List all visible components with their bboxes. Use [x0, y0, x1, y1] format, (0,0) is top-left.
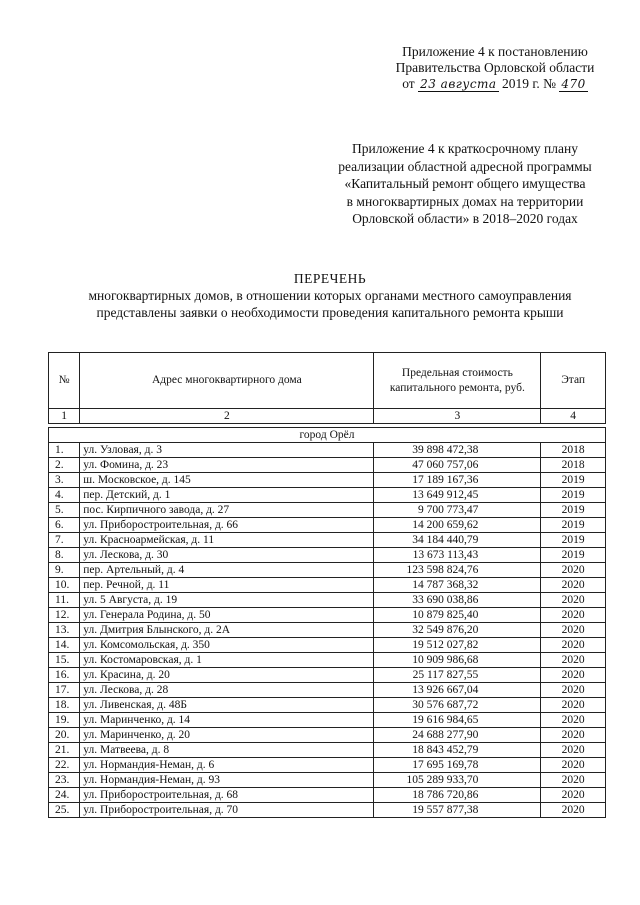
row-stage: 2019 [541, 548, 606, 563]
row-stage: 2020 [541, 803, 606, 818]
column-number: 1 [49, 409, 80, 424]
table-header-row [49, 353, 606, 409]
row-number: 3. [49, 473, 80, 488]
column-number: 2 [80, 409, 374, 424]
row-number: 13. [49, 623, 80, 638]
row-number: 25. [49, 803, 80, 818]
row-address: ул. Матвеева, д. 8 [80, 743, 374, 758]
table-body [49, 409, 606, 818]
row-number: 22. [49, 758, 80, 773]
row-cost: 18 843 452,79 [374, 743, 541, 758]
table-row [49, 803, 606, 818]
row-cost: 14 787 368,32 [374, 578, 541, 593]
row-cost: 10 879 825,40 [374, 608, 541, 623]
row-number: 20. [49, 728, 80, 743]
row-address: ул. Ливенская, д. 48Б [80, 698, 374, 713]
row-stage: 2020 [541, 608, 606, 623]
row-cost: 18 786 720,86 [374, 788, 541, 803]
row-address: ул. Приборостроительная, д. 68 [80, 788, 374, 803]
row-address: ул. Маринченко, д. 14 [80, 713, 374, 728]
row-stage: 2020 [541, 743, 606, 758]
row-cost: 19 512 027,82 [374, 638, 541, 653]
table-row [49, 668, 606, 683]
houses-table-container [48, 352, 606, 818]
row-address: ш. Московское, д. 145 [80, 473, 374, 488]
appendix-plan-line3: «Капитальный ремонт общего имущества [344, 176, 586, 191]
table-row [49, 473, 606, 488]
row-cost: 105 289 933,70 [374, 773, 541, 788]
table-row [49, 503, 606, 518]
row-number: 21. [49, 743, 80, 758]
date-prefix: от [402, 76, 415, 91]
title-line1: многоквартирных домов, в отношении которых органами местного самоуправления [88, 288, 572, 303]
row-stage: 2019 [541, 473, 606, 488]
column-number: 3 [374, 409, 541, 424]
header-num: № [49, 353, 80, 409]
row-number: 7. [49, 533, 80, 548]
table-row [49, 638, 606, 653]
appendix-resolution-date-line [370, 76, 620, 92]
row-cost: 30 576 687,72 [374, 698, 541, 713]
row-stage: 2018 [541, 443, 606, 458]
row-number: 2. [49, 458, 80, 473]
row-address: пер. Артельный, д. 4 [80, 563, 374, 578]
row-stage: 2020 [541, 713, 606, 728]
row-stage: 2019 [541, 533, 606, 548]
row-address: ул. Лескова, д. 28 [80, 683, 374, 698]
row-number: 9. [49, 563, 80, 578]
table-row [49, 653, 606, 668]
row-stage: 2020 [541, 728, 606, 743]
row-cost: 19 557 877,38 [374, 803, 541, 818]
handwritten-date: 23 августа [420, 77, 497, 91]
houses-table [48, 352, 606, 818]
row-address: ул. Фомина, д. 23 [80, 458, 374, 473]
row-address: ул. Дмитрия Блынского, д. 2А [80, 623, 374, 638]
row-number: 15. [49, 653, 80, 668]
row-cost: 17 695 169,78 [374, 758, 541, 773]
table-row [49, 743, 606, 758]
row-cost: 14 200 659,62 [374, 518, 541, 533]
appendix-resolution-line1: Приложение 4 к постановлению [402, 44, 588, 59]
appendix-plan-line1: Приложение 4 к краткосрочному плану [352, 141, 578, 156]
row-stage: 2020 [541, 623, 606, 638]
row-address: пер. Речной, д. 11 [80, 578, 374, 593]
row-number: 23. [49, 773, 80, 788]
table-row [49, 683, 606, 698]
row-cost: 25 117 827,55 [374, 668, 541, 683]
row-cost: 13 673 113,43 [374, 548, 541, 563]
header-stage: Этап [541, 353, 606, 409]
table-row [49, 773, 606, 788]
row-stage: 2019 [541, 503, 606, 518]
row-stage: 2020 [541, 683, 606, 698]
row-number: 19. [49, 713, 80, 728]
table-row [49, 623, 606, 638]
row-number: 24. [49, 788, 80, 803]
table-row [49, 608, 606, 623]
column-number-row [49, 409, 606, 424]
appendix-plan-line4: в многоквартирных домах на территории [346, 193, 584, 209]
column-number: 4 [541, 409, 606, 424]
row-number: 17. [49, 683, 80, 698]
table-row [49, 728, 606, 743]
row-number: 10. [49, 578, 80, 593]
row-stage: 2019 [541, 488, 606, 503]
row-address: ул. Красина, д. 20 [80, 668, 374, 683]
table-row [49, 713, 606, 728]
row-address: ул. Нормандия-Неман, д. 6 [80, 758, 374, 773]
row-number: 8. [49, 548, 80, 563]
row-cost: 13 649 912,45 [374, 488, 541, 503]
header-cost: Предельная стоимость капитального ремонта, руб. [374, 353, 541, 409]
row-stage: 2020 [541, 593, 606, 608]
appendix-header-plan [300, 140, 630, 228]
table-row [49, 548, 606, 563]
row-cost: 17 189 167,36 [374, 473, 541, 488]
row-address: ул. Узловая, д. 3 [80, 443, 374, 458]
row-cost: 123 598 824,76 [374, 563, 541, 578]
table-row [49, 563, 606, 578]
table-row [49, 488, 606, 503]
row-number: 5. [49, 503, 80, 518]
appendix-header-resolution [370, 44, 620, 92]
table-row [49, 698, 606, 713]
row-number: 4. [49, 488, 80, 503]
table-row [49, 518, 606, 533]
row-cost: 10 909 986,68 [374, 653, 541, 668]
table-row [49, 758, 606, 773]
header-address: Адрес многоквартирного дома [80, 353, 374, 409]
row-cost: 32 549 876,20 [374, 623, 541, 638]
row-address: ул. Маринченко, д. 20 [80, 728, 374, 743]
row-stage: 2020 [541, 578, 606, 593]
row-number: 18. [49, 698, 80, 713]
row-cost: 13 926 667,04 [374, 683, 541, 698]
row-cost: 19 616 984,65 [374, 713, 541, 728]
row-address: ул. Красноармейская, д. 11 [80, 533, 374, 548]
row-stage: 2020 [541, 668, 606, 683]
row-address: пер. Детский, д. 1 [80, 488, 374, 503]
row-stage: 2020 [541, 773, 606, 788]
document-title [40, 270, 620, 321]
row-cost: 47 060 757,06 [374, 458, 541, 473]
row-number: 1. [49, 443, 80, 458]
row-stage: 2020 [541, 653, 606, 668]
appendix-resolution-line2: Правительства Орловской области [395, 60, 595, 75]
row-cost: 39 898 472,38 [374, 443, 541, 458]
row-address: ул. Нормандия-Неман, д. 93 [80, 773, 374, 788]
table-row [49, 458, 606, 473]
row-stage: 2019 [541, 518, 606, 533]
row-address: пос. Кирпичного завода, д. 27 [80, 503, 374, 518]
row-address: ул. Приборостроительная, д. 66 [80, 518, 374, 533]
row-number: 11. [49, 593, 80, 608]
appendix-plan-line2: реализации областной адресной программы [338, 158, 592, 174]
table-row [49, 593, 606, 608]
row-cost: 24 688 277,90 [374, 728, 541, 743]
row-cost: 33 690 038,86 [374, 593, 541, 608]
year-number-label: 2019 г. № [501, 76, 556, 91]
row-stage: 2020 [541, 788, 606, 803]
city-row [49, 428, 606, 443]
row-address: ул. Костомаровская, д. 1 [80, 653, 374, 668]
row-address: ул. Генерала Родина, д. 50 [80, 608, 374, 623]
table-row [49, 578, 606, 593]
appendix-plan-line5: Орловской области» в 2018–2020 годах [352, 211, 578, 226]
row-address: ул. Комсомольская, д. 350 [80, 638, 374, 653]
table-row [49, 443, 606, 458]
row-stage: 2020 [541, 563, 606, 578]
row-stage: 2018 [541, 458, 606, 473]
row-cost: 34 184 440,79 [374, 533, 541, 548]
row-stage: 2020 [541, 758, 606, 773]
title-line2: представлены заявки о необходимости проведения капитального ремонта крыши [96, 305, 564, 320]
city-name: город Орёл [49, 428, 606, 443]
row-address: ул. 5 Августа, д. 19 [80, 593, 374, 608]
row-address: ул. Лескова, д. 30 [80, 548, 374, 563]
row-address: ул. Приборостроительная, д. 70 [80, 803, 374, 818]
table-row [49, 788, 606, 803]
row-number: 6. [49, 518, 80, 533]
row-number: 12. [49, 608, 80, 623]
row-stage: 2020 [541, 698, 606, 713]
row-stage: 2020 [541, 638, 606, 653]
row-number: 16. [49, 668, 80, 683]
title-heading: ПЕРЕЧЕНЬ [293, 271, 367, 286]
row-number: 14. [49, 638, 80, 653]
table-row [49, 533, 606, 548]
handwritten-number: 470 [561, 77, 586, 91]
row-cost: 9 700 773,47 [374, 503, 541, 518]
